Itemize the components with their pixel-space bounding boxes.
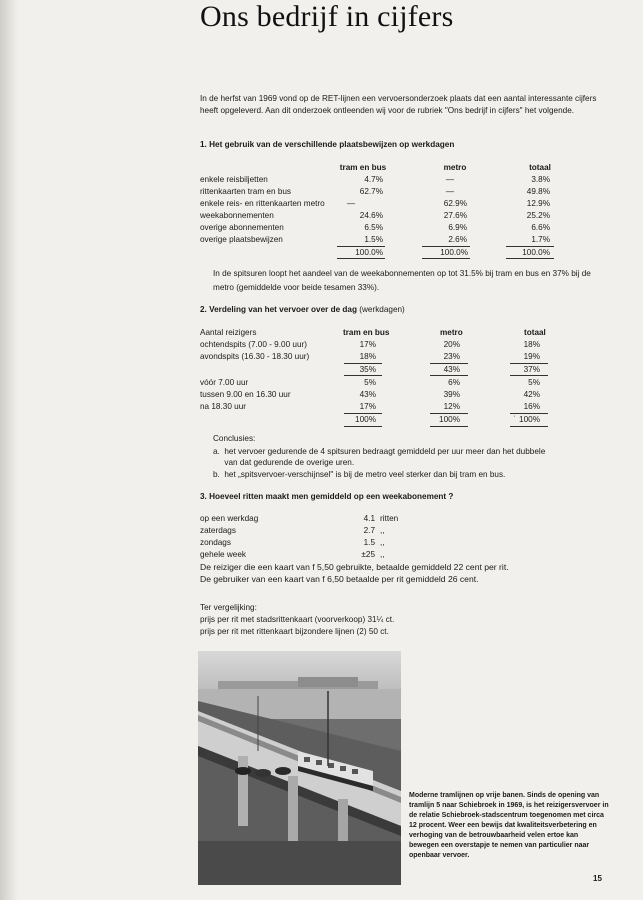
s3-value: 4.1 (363, 514, 375, 523)
s2-subtotal: 43% (443, 365, 460, 374)
s1-col-header-totaal: totaal (529, 163, 551, 172)
conclusion-item: b. het „spitsvervoer-verschijnsel" is bij de metro veel sterker dan bij tram en bus. (213, 470, 506, 479)
s3-row-label: zaterdags (200, 526, 236, 535)
s2-col-header-metro: metro (440, 328, 463, 337)
s2-cell: 18% (359, 352, 376, 361)
s2-subtotal-underline (344, 375, 382, 376)
stray-mark: ˈ (513, 414, 516, 424)
comparison-label: Ter vergelijking: (200, 603, 257, 612)
s3-unit: ,, (380, 550, 385, 559)
s1-row-label: enkele reis- en rittenkaarten metro (200, 199, 325, 208)
s1-cell: — (346, 199, 355, 208)
s3-unit: ,, (380, 538, 385, 547)
photo-caption: Moderne tramlijnen op vrije banen. Sinds de opening van tramlijn 5 naar Schiebroek in 1969, is het reizigersvervoer in de relatie Schiebroek-stadscentrum toegenomen met circa 12 procent. Weer een bewijs dat kwaliteitsverbetering en verhoging van de betrouwbaarheid velen ertoe kan bewegen een overstapje te nemen van particulier naar openbaar vervoer. (409, 792, 609, 859)
s3-value: 2.7 (363, 526, 375, 535)
s2-subtotal-underline (430, 375, 468, 376)
s1-cell: 62.9% (443, 199, 467, 208)
s2-cell: 5% (528, 378, 540, 387)
s1-cell: 6.9% (448, 223, 467, 232)
s2-row-label: ochtendspits (7.00 - 9.00 uur) (200, 340, 307, 349)
conclusion-item: van dat gedurende de overige uren. (213, 458, 355, 467)
tram-viaduct-photo (198, 651, 401, 885)
s3-value: ±25 (361, 550, 375, 559)
s3-text-line: De gebruiker van een kaart van f 6,50 betaalde per rit gemiddeld 26 cent. (200, 574, 479, 584)
s1-cell: 3.8% (531, 175, 550, 184)
s1-col-header-tram-bus: tram en bus (339, 163, 387, 172)
s1-note: In de spitsuren loopt het aandeel van de weekabonnementen op tot 31.5% bij tram en bus en 37% bij de metro (gemiddelde voor beide tesamen 33%). (213, 269, 591, 292)
s1-col-header-metro: metro (443, 163, 467, 172)
s1-total-underline (506, 258, 554, 259)
section3-heading: 3. Hoeveel ritten maakt men gemiddeld op een weekabonement ? (200, 492, 454, 501)
s2-cell: 20% (443, 340, 460, 349)
s1-cell: 2.6% (448, 235, 467, 244)
s2-subtotal: 37% (523, 365, 540, 374)
conclusion-item: a. het vervoer gedurende de 4 spitsuren bedraagt gemiddeld per uur meer dan het dubbele (213, 447, 546, 456)
s1-cell: 6.5% (364, 223, 383, 232)
s2-subtotal: 35% (359, 365, 376, 374)
section2-heading-normal: (werkdagen) (357, 305, 405, 314)
s2-cell: 17% (359, 340, 376, 349)
page-binding-shadow (0, 0, 18, 900)
s2-total-underline (344, 426, 382, 427)
s1-row-label: overige plaatsbewijzen (200, 235, 283, 244)
s1-cell: 24.6% (359, 211, 383, 220)
s1-cell: 4.7% (364, 175, 383, 184)
s1-row-label: rittenkaarten tram en bus (200, 187, 292, 196)
s2-total-underline (430, 426, 468, 427)
s2-cell: 42% (523, 390, 540, 399)
s1-row-label: overige abonnementen (200, 223, 284, 232)
page-number: 15 (593, 874, 602, 883)
s1-cell: 6.6% (531, 223, 550, 232)
s1-cell: 27.6% (443, 211, 467, 220)
s2-row-label: avondspits (16.30 - 18.30 uur) (200, 352, 310, 361)
s1-cell: — (445, 175, 455, 184)
s2-cell: 39% (443, 390, 460, 399)
s2-row-label: vóór 7.00 uur (200, 378, 249, 387)
s1-total: 100.0% (522, 248, 550, 257)
s2-total: 100% (439, 415, 460, 424)
s2-cell: 23% (443, 352, 460, 361)
s1-row-label: weekabonnementen (200, 211, 274, 220)
s2-cell: 6% (448, 378, 460, 387)
s2-col-header-tram-bus: tram en bus (343, 328, 390, 337)
s2-row-label: tussen 9.00 en 16.30 uur (200, 390, 291, 399)
s2-cell: 12% (443, 402, 460, 411)
s3-text-line: De reiziger die een kaart van f 5,50 gebruikte, betaalde gemiddeld 22 cent per rit. (200, 562, 509, 572)
s2-cell: 18% (523, 340, 540, 349)
s2-cell: 19% (523, 352, 540, 361)
s2-cell: 17% (359, 402, 376, 411)
comparison-line: prijs per rit met stadsrittenkaart (voorverkoop) 31¼ ct. (200, 615, 395, 624)
s2-total-underline (510, 426, 548, 427)
s2-cell: 16% (523, 402, 540, 411)
s1-cell: 1.7% (531, 235, 550, 244)
s3-row-label: zondags (200, 538, 231, 547)
section1-heading: 1. Het gebruik van de verschillende plaatsbewijzen op werkdagen (200, 140, 455, 149)
s1-total-underline (337, 258, 385, 259)
s3-value: 1.5 (363, 538, 375, 547)
page-title: Ons bedrijf in cijfers (200, 0, 454, 33)
comparison-line: prijs per rit met rittenkaart bijzondere lijnen (2) 50 ct. (200, 627, 389, 636)
s2-label-header: Aantal reizigers (200, 328, 257, 337)
s1-row-label: enkele reisbiljetten (200, 175, 268, 184)
s2-subtotal-underline (510, 375, 548, 376)
s2-total: 100% (355, 415, 376, 424)
s1-cell: 25.2% (526, 211, 550, 220)
s1-cell: 49.8% (526, 187, 550, 196)
s2-row-label: na 18.30 uur (200, 402, 246, 411)
conclusions-label: Conclusies: (213, 434, 256, 443)
s3-unit: ,, (380, 526, 385, 535)
s1-total: 100.0% (440, 248, 468, 257)
section2-heading (200, 304, 405, 316)
s1-total-underline (422, 258, 470, 259)
s3-row-label: gehele week (200, 550, 246, 559)
s1-cell: 12.9% (526, 199, 550, 208)
s2-cell: 43% (359, 390, 376, 399)
s1-cell: 1.5% (364, 235, 383, 244)
s1-cell: — (445, 187, 455, 196)
s3-row-label: op een werkdag (200, 514, 259, 523)
section2-heading-bold: 2. Verdeling van het vervoer over de dag (200, 305, 357, 314)
s2-total: 100% (519, 415, 540, 424)
s3-unit: ritten (380, 514, 399, 523)
intro-paragraph: In de herfst van 1969 vond op de RET-lijnen een vervoersonderzoek plaats dat een aantal interessante cijfers heeft opgeleverd. Aan dit onderzoek ontleenden wij voor de rubriek "Ons bedrijf in cijfers" het volgende. (200, 94, 597, 115)
s1-cell: 62.7% (359, 187, 383, 196)
s2-cell: 5% (364, 378, 376, 387)
s1-total: 100.0% (355, 248, 383, 257)
s2-col-header-totaal: totaal (524, 328, 546, 337)
